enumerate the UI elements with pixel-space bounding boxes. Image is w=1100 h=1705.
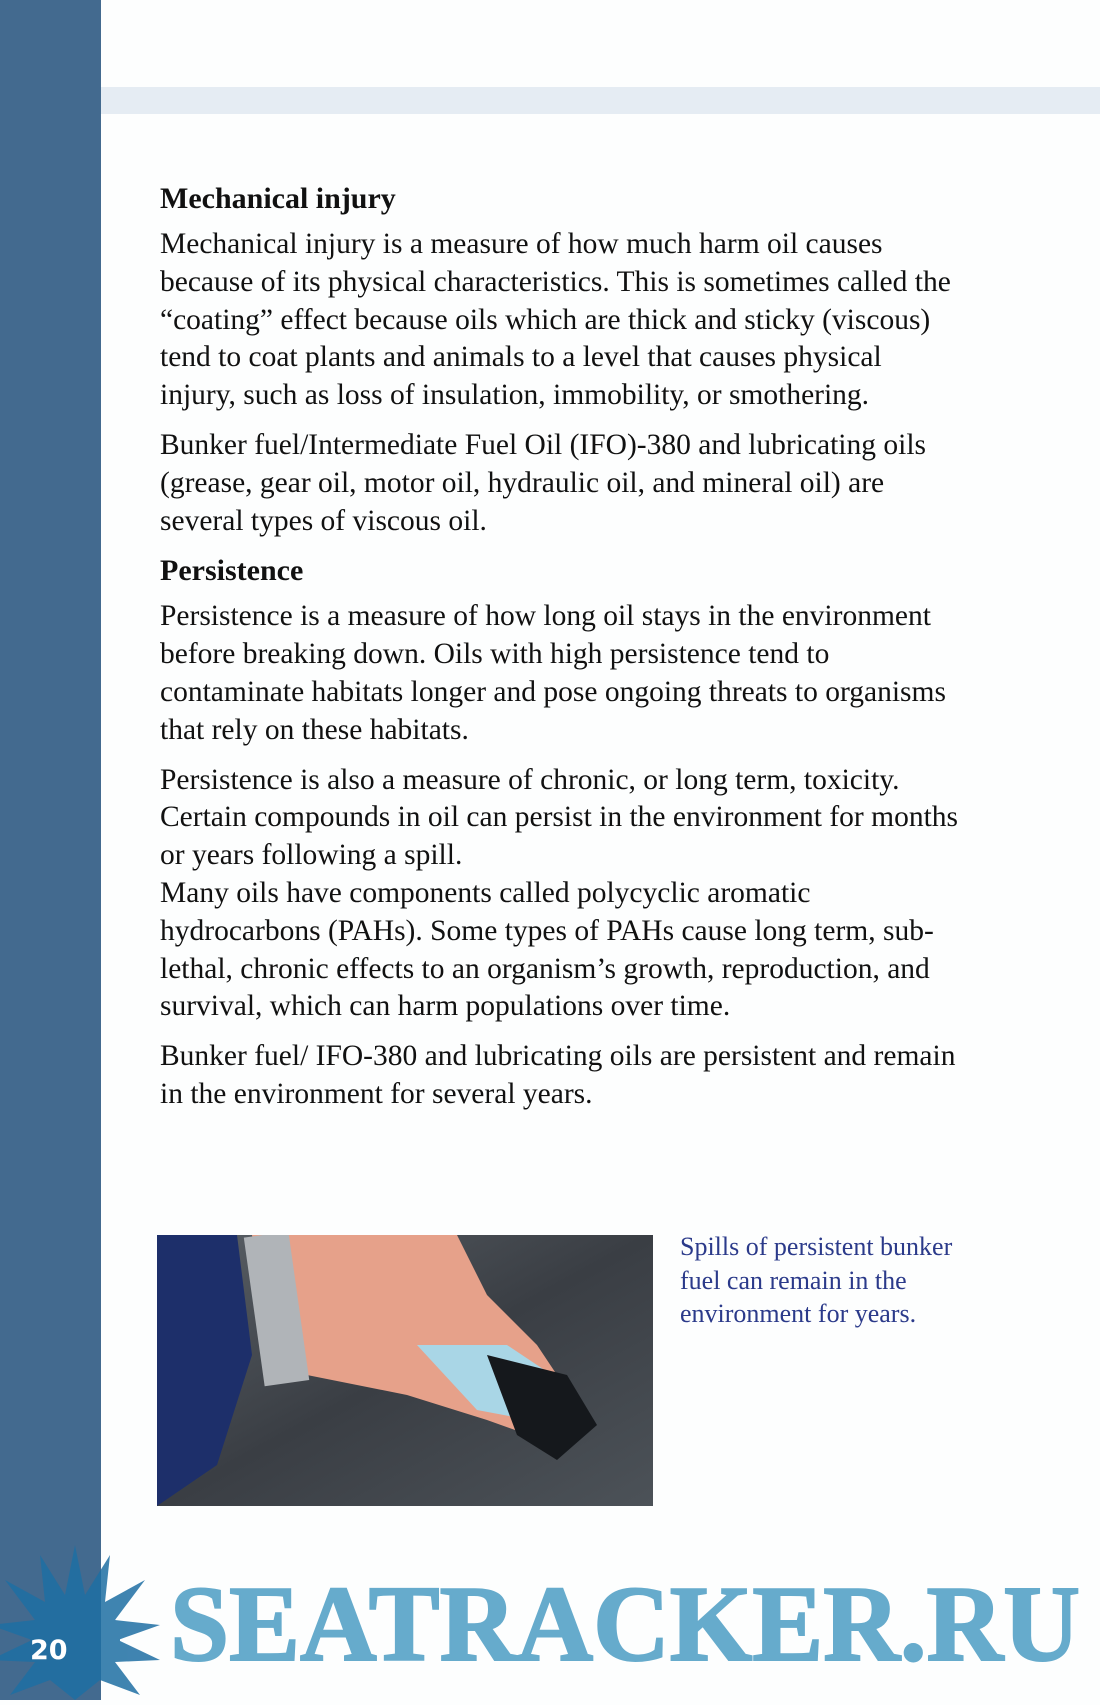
page-number: 20 [30, 1635, 68, 1666]
paragraph: Persistence is also a measure of chronic, or long term, toxicity. Certain compounds in oil can persist in the environment for months or years following a spill. [160, 763, 958, 872]
paragraph: Bunker fuel/Intermediate Fuel Oil (IFO)-380 and lubricating oils (grease, gear oil, motor oil, hydraulic oil, and mineral oil) are several types of viscous oil. [160, 428, 926, 537]
header-band [101, 87, 1100, 114]
paragraph: Many oils have components called polycyclic aromatic hydrocarbons (PAHs). Some types of PAHs cause long term, sub-lethal, chronic effects to an organism’s growth, reproduction, and survival, which can harm populations over time. [160, 876, 934, 1023]
sun-icon [0, 1545, 160, 1700]
paragraph: Persistence is a measure of how long oil stays in the environment before breaking down. Oils with high persistence tend to contaminate habitats longer and pose ongoing threats to organisms that rely on these habitats. [160, 600, 946, 746]
heading-persistence: Persistence [160, 554, 304, 588]
watermark-logo [0, 1540, 1100, 1700]
watermark-text: SEATRACKER.RU [170, 1565, 1080, 1684]
page-body [160, 180, 960, 1126]
paragraph: Bunker fuel/ IFO-380 and lubricating oils are persistent and remain in the environment for several years. [160, 1040, 956, 1110]
heading-mechanical-injury: Mechanical injury [160, 182, 396, 215]
paragraph: Mechanical injury is a measure of how much harm oil causes because of its physical characteristics. This is sometimes called the “coating” effect because oils which are thick and sticky (viscous) tend to coat plants and animals to a level that causes physical injury, such as loss of insulation, immobility, or smothering. [160, 228, 951, 412]
photo-hand-bunker-fuel [157, 1235, 653, 1506]
photo-caption: Spills of persistent bunker fuel can remain in the environment for years. [680, 1232, 953, 1328]
page-sidebar-stripe [0, 0, 101, 1700]
